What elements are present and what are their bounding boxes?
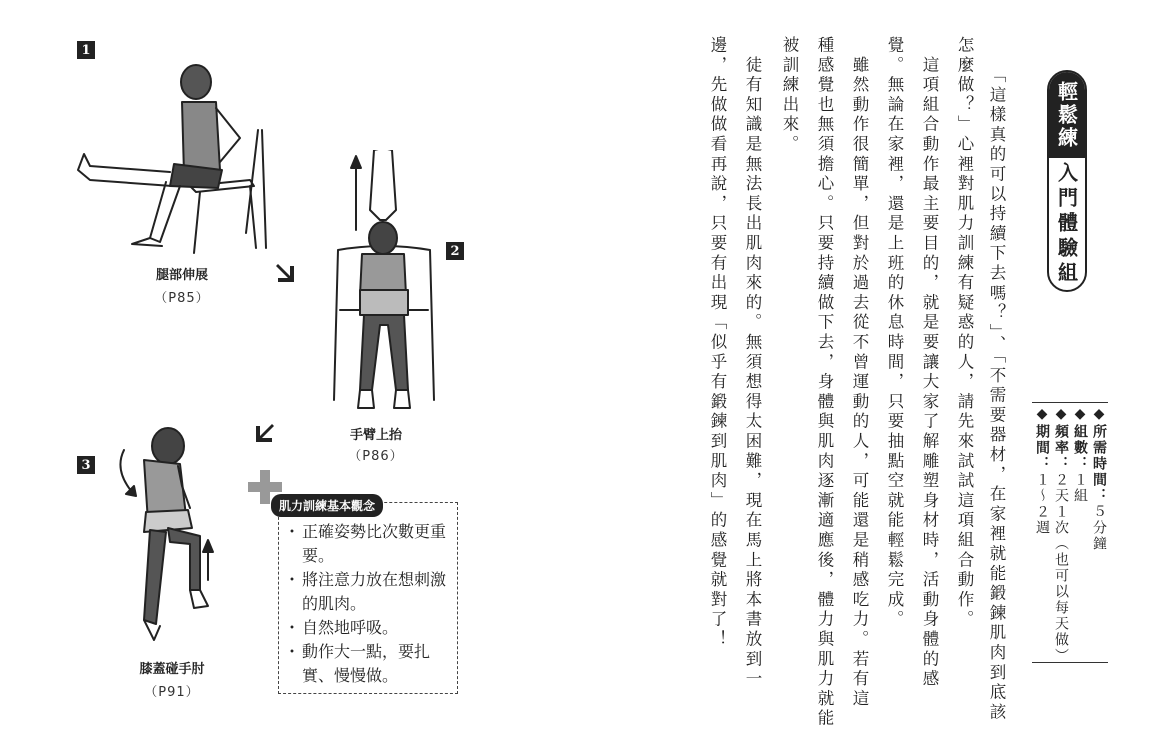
tip-item: ・ 將注意力放在想刺激的肌肉。: [300, 568, 450, 616]
info-sets-label: 組數：: [1072, 424, 1088, 472]
body-text-column: 「這樣真的可以持續下去嗎？」、「不需要器材，在家裡就能鍛鍊肌肉到底該: [987, 66, 1006, 723]
info-time: ◆所需時間：５分鐘: [1091, 406, 1107, 552]
info-period: ◆期間：１～２週: [1034, 406, 1050, 536]
body-text-column: 被訓練出來。: [780, 36, 799, 155]
info-sets: ◆組數：１組: [1072, 406, 1088, 504]
info-top-rule: [1032, 402, 1108, 403]
step-1-ref: （P85）: [154, 291, 210, 306]
body-text-column: 雖然動作很簡單，但對於過去從不曾運動的人，可能還是稍感吃力。若有這: [850, 36, 869, 710]
banner-title-top: 輕鬆練: [1049, 72, 1085, 158]
step-number-3: 3: [77, 456, 95, 474]
step-3-ref: （P91）: [144, 685, 200, 700]
step-number-1: 1: [77, 41, 95, 59]
info-period-value: １～２週: [1034, 472, 1050, 536]
arrow-down-left-icon: [248, 418, 274, 444]
info-frequency: ◆頻率：２天１次（也可以每天做）: [1053, 406, 1069, 664]
step-2-ref: （P86）: [348, 449, 404, 464]
info-bottom-rule: [1032, 662, 1108, 663]
tip-item: ・ 動作大一點，要扎實、慢慢做。: [300, 640, 450, 688]
body-text-column: 這項組合動作最主要目的，就是要讓大家了解雕塑身材時，活動身體的感: [920, 36, 939, 690]
info-time-value: ５分鐘: [1091, 504, 1107, 552]
step-1-title: 腿部伸展: [155, 268, 208, 283]
step-3-title: 膝蓋碰手肘: [139, 662, 205, 677]
arrow-down-right-icon: [276, 258, 302, 284]
tip-item: ・ 自然地呼吸。: [300, 616, 450, 640]
info-frequency-label: 頻率：: [1053, 424, 1069, 472]
leg-extension-illustration: [70, 58, 270, 258]
step-number-2: 2: [446, 242, 464, 260]
title-banner: [1047, 70, 1087, 292]
info-sets-value: １組: [1072, 472, 1088, 504]
info-period-label: 期間：: [1034, 424, 1050, 472]
body-text-column: 邊，先做做看再說，只要有出現「似乎有鍛鍊到肌肉」的感覺就對了！: [708, 36, 727, 650]
info-frequency-value: ２天１次（也可以每天做）: [1053, 472, 1069, 664]
tips-list: [300, 520, 450, 688]
body-text-column: 覺。無論在家裡，還是上班的休息時間，只要抽點空就能輕鬆完成。: [885, 36, 904, 630]
tip-item: ・ 正確姿勢比次數更重要。: [300, 520, 450, 568]
banner-title-bottom: 入門體驗組: [1054, 161, 1079, 287]
info-time-label: 所需時間：: [1091, 424, 1107, 504]
knee-to-elbow-illustration: [110, 420, 230, 650]
arm-raise-illustration: [330, 150, 440, 415]
body-text-column: 徒有知識是無法長出肌肉來的。無須想得太困難，現在馬上將本書放到一: [743, 36, 762, 690]
body-text-column: 怎麼做？」心裡對肌力訓練有疑惑的人，請先來試試這項組合動作。: [955, 36, 974, 630]
step-2-title: 手臂上抬: [349, 428, 402, 443]
body-text-column: 種感覺也無須擔心。只要持續做下去，身體與肌肉逐漸適應後，體力與肌力就能: [815, 36, 834, 729]
tips-heading: 肌力訓練基本觀念: [271, 494, 383, 517]
